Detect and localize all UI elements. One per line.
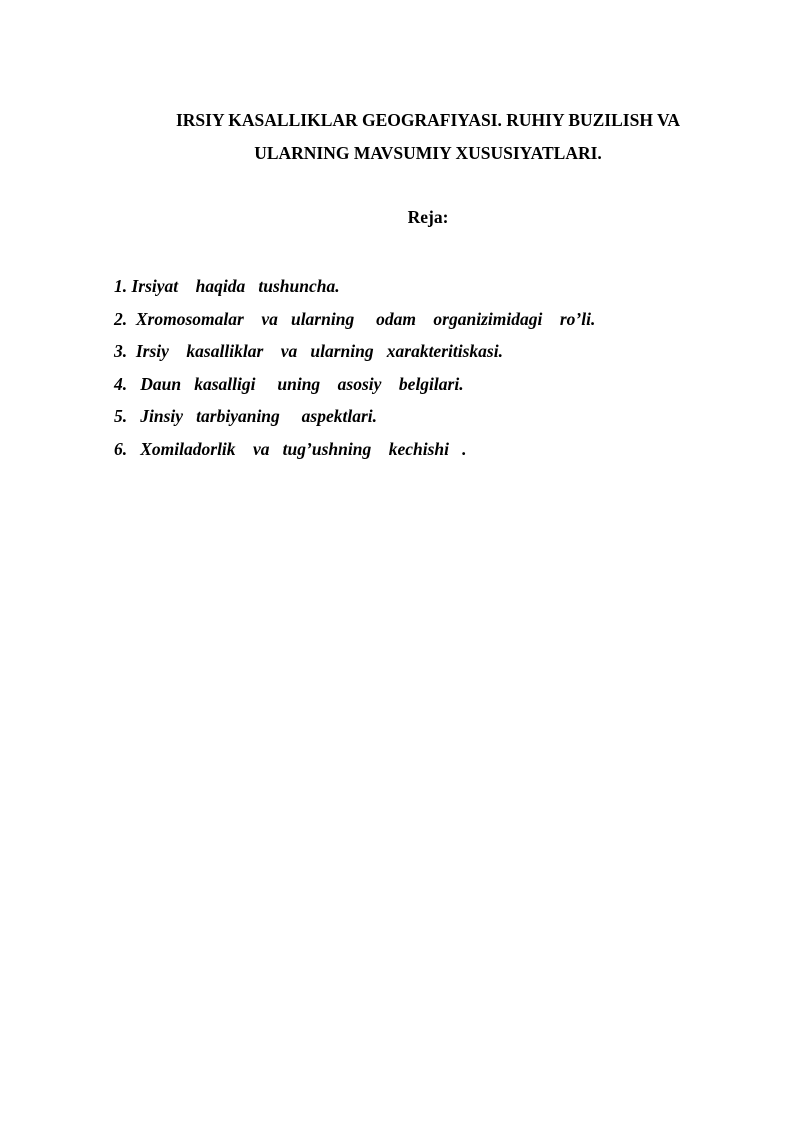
plan-item-number: 1. <box>114 276 128 296</box>
plan-item-text: Irsiy kasalliklar va ularning xarakteritiskasi. <box>135 341 503 361</box>
plan-item <box>114 368 595 401</box>
plan-item <box>114 335 595 368</box>
plan-item-number: 3. <box>114 341 128 361</box>
plan-item <box>114 303 595 336</box>
plan-item-number: 2. <box>114 308 128 329</box>
plan-item <box>114 270 595 303</box>
plan-item <box>114 433 595 466</box>
plan-item-text: Jinsiy tarbiyaning aspektlari. <box>140 406 378 426</box>
plan-item-number: 6. <box>114 438 128 459</box>
document-title <box>100 104 756 170</box>
plan-item-number: 4. <box>114 373 128 394</box>
plan-item-text: Irsiyat haqida tushuncha. <box>131 276 340 296</box>
plan-item <box>114 400 595 433</box>
plan-item-text: Xromosomalar va ularning odam organizimidagi ro’li. <box>135 308 596 329</box>
plan-heading: Reja: <box>407 207 449 227</box>
plan-item-text: Daun kasalligi uning asosiy belgilari. <box>140 373 464 394</box>
plan-item-text: Xomiladorlik va tug’ushning kechishi . <box>140 438 467 459</box>
title-line-2: ULARNING MAVSUMIY XUSUSIYATLARI. <box>254 143 602 163</box>
plan-item-number: 5. <box>114 406 128 426</box>
plan-list <box>114 270 595 465</box>
title-line-1: IRSIY KASALLIKLAR GEOGRAFIYASI. RUHIY BUZILISH VA <box>175 110 681 130</box>
